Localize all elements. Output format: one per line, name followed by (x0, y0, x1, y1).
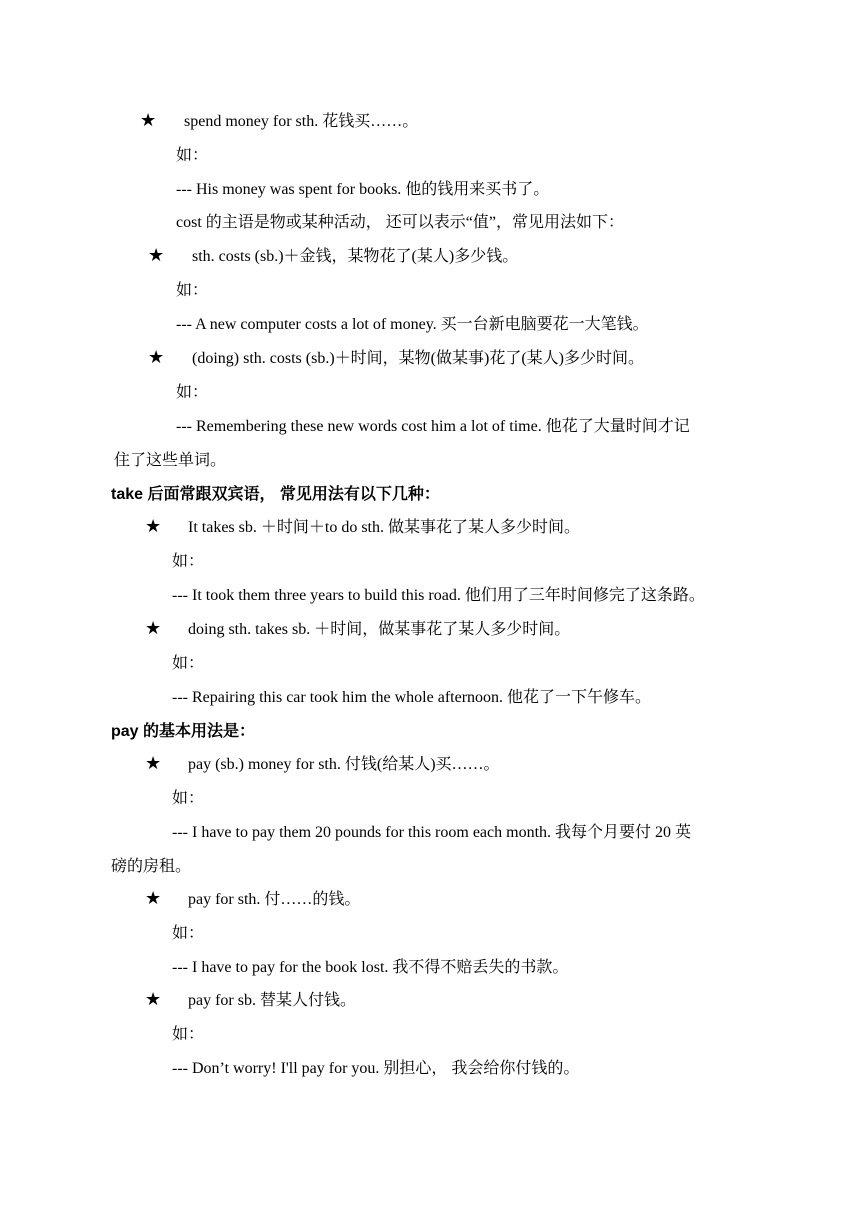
take-usage-line-1: It takes sb. ＋时间＋to do sth. 做某事花了某人多少时间。 (188, 519, 580, 536)
bullet-star-icon: ★ (148, 347, 165, 368)
spend-example-line: --- His money was spent for books. 他的钱用来买书了。 (176, 181, 550, 198)
bullet-star-icon: ★ (145, 516, 162, 537)
bullet-star-icon: ★ (145, 618, 162, 639)
example-label: 如： (172, 925, 205, 942)
pay-example-line-3: --- Don’t worry! I'll pay for you. 别担心， 我会给你付钱的。 (172, 1060, 580, 1077)
pay-usage-line-2: pay for sth. 付……的钱。 (188, 891, 361, 908)
bullet-star-icon: ★ (145, 753, 162, 774)
bullet-star-icon: ★ (145, 989, 162, 1010)
bullet-star-icon: ★ (145, 888, 162, 909)
take-example-line-2: --- Repairing this car took him the whole afternoon. 他花了一下午修车。 (172, 689, 652, 706)
example-label: 如： (172, 790, 205, 807)
cost-example-line-2b: 住了这些单词。 (114, 452, 227, 469)
bullet-star-icon: ★ (148, 245, 165, 266)
example-label: 如： (176, 384, 209, 401)
example-label: 如： (172, 553, 205, 570)
cost-usage-line-2: (doing) sth. costs (sb.)＋时间，某物(做某事)花了(某人)多少时间。 (192, 350, 644, 367)
cost-usage-line-1: sth. costs (sb.)＋金钱，某物花了(某人)多少钱。 (192, 248, 519, 265)
example-label: 如： (172, 655, 205, 672)
cost-intro-line: cost 的主语是物或某种活动， 还可以表示“值”，常见用法如下： (176, 214, 624, 231)
pay-example-line-1b: 磅的房租。 (111, 858, 192, 875)
spend-usage-line: spend money for sth. 花钱买……。 (184, 113, 419, 130)
cost-example-line-2a: --- Remembering these new words cost him a lot of time. 他花了大量时间才记 (176, 418, 690, 435)
example-label: 如： (176, 282, 209, 299)
cost-example-line-1: --- A new computer costs a lot of money. 买一台新电脑要花一大笔钱。 (176, 316, 649, 333)
bullet-star-icon: ★ (140, 110, 157, 131)
pay-usage-line-1: pay (sb.) money for sth. 付钱(给某人)买……。 (188, 756, 500, 773)
pay-example-line-2: --- I have to pay for the book lost. 我不得不赔丢失的书款。 (172, 959, 569, 976)
pay-example-line-1a: --- I have to pay them 20 pounds for this room each month. 我每个月要付 20 英 (172, 824, 692, 841)
example-label: 如： (176, 147, 209, 164)
pay-usage-line-3: pay for sb. 替某人付钱。 (188, 992, 356, 1009)
take-usage-line-2: doing sth. takes sb. ＋时间，做某事花了某人多少时间。 (188, 621, 571, 638)
pay-heading: pay 的基本用法是： (111, 723, 256, 740)
take-heading: take 后面常跟双宾语， 常见用法有以下几种： (111, 486, 440, 503)
example-label: 如： (172, 1026, 205, 1043)
take-example-line-1: --- It took them three years to build this road. 他们用了三年时间修完了这条路。 (172, 587, 705, 604)
